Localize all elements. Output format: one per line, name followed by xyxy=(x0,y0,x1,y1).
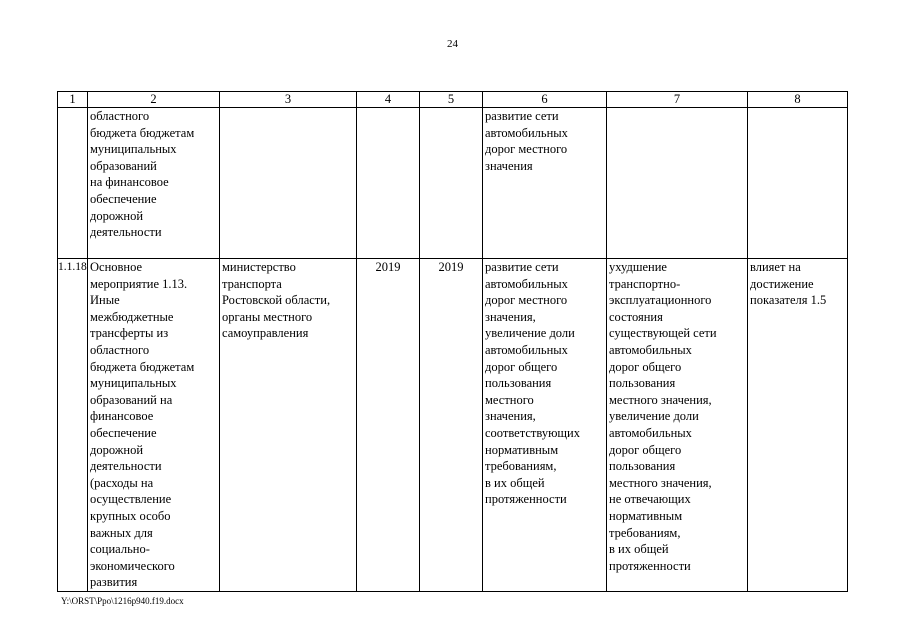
cell-end-year: 2019 xyxy=(420,259,483,592)
table-row xyxy=(58,108,848,259)
cell-measure-name: областного бюджета бюджетам муниципальных образований на финансовое обеспечение дорожной деятельности xyxy=(88,108,220,259)
col-header-5: 5 xyxy=(420,92,483,108)
col-header-3: 3 xyxy=(220,92,357,108)
cell-number xyxy=(58,108,88,259)
col-header-4: 4 xyxy=(357,92,420,108)
cell-executor: министерство транспорта Ростовской области, органы местного самоуправления xyxy=(220,259,357,592)
cell-number: 1.1.18 xyxy=(58,259,88,592)
cell-measure-name: Основное мероприятие 1.13. Иные межбюджетные трансферты из областного бюджета бюджетам муниципальных образований на финансовое обеспечение дорожной деятельности (расходы на осуществление крупных особо важных для социально- экономического развития xyxy=(88,259,220,592)
header-row xyxy=(58,92,848,108)
col-header-8: 8 xyxy=(748,92,848,108)
cell-executor xyxy=(220,108,357,259)
measures-table xyxy=(57,91,848,592)
cell-expected-result: развитие сети автомобильных дорог местного значения xyxy=(483,108,607,259)
cell-start-year xyxy=(357,108,420,259)
cell-consequence xyxy=(607,108,748,259)
file-path-footer: Y:\ORST\Ppo\1216p940.f19.docx xyxy=(61,596,184,606)
col-header-1: 1 xyxy=(58,92,88,108)
col-header-7: 7 xyxy=(607,92,748,108)
col-header-6: 6 xyxy=(483,92,607,108)
cell-end-year xyxy=(420,108,483,259)
table-row xyxy=(58,259,848,592)
page-number: 24 xyxy=(447,38,458,50)
col-header-2: 2 xyxy=(88,92,220,108)
cell-expected-result: развитие сети автомобильных дорог местного значения, увеличение доли автомобильных дорог общего пользования местного значения, соответствующих нормативным требованиям, в их общей протяженности xyxy=(483,259,607,592)
cell-indicator-link xyxy=(748,108,848,259)
cell-start-year: 2019 xyxy=(357,259,420,592)
cell-indicator-link: влияет на достижение показателя 1.5 xyxy=(748,259,848,592)
cell-consequence: ухудшение транспортно- эксплуатационного состояния существующей сети автомобильных дорог общего пользования местного значения, увеличение доли автомобильных дорог общего пользования местного значения, не отвечающих нормативным требованиям, в их общей протяженности xyxy=(607,259,748,592)
